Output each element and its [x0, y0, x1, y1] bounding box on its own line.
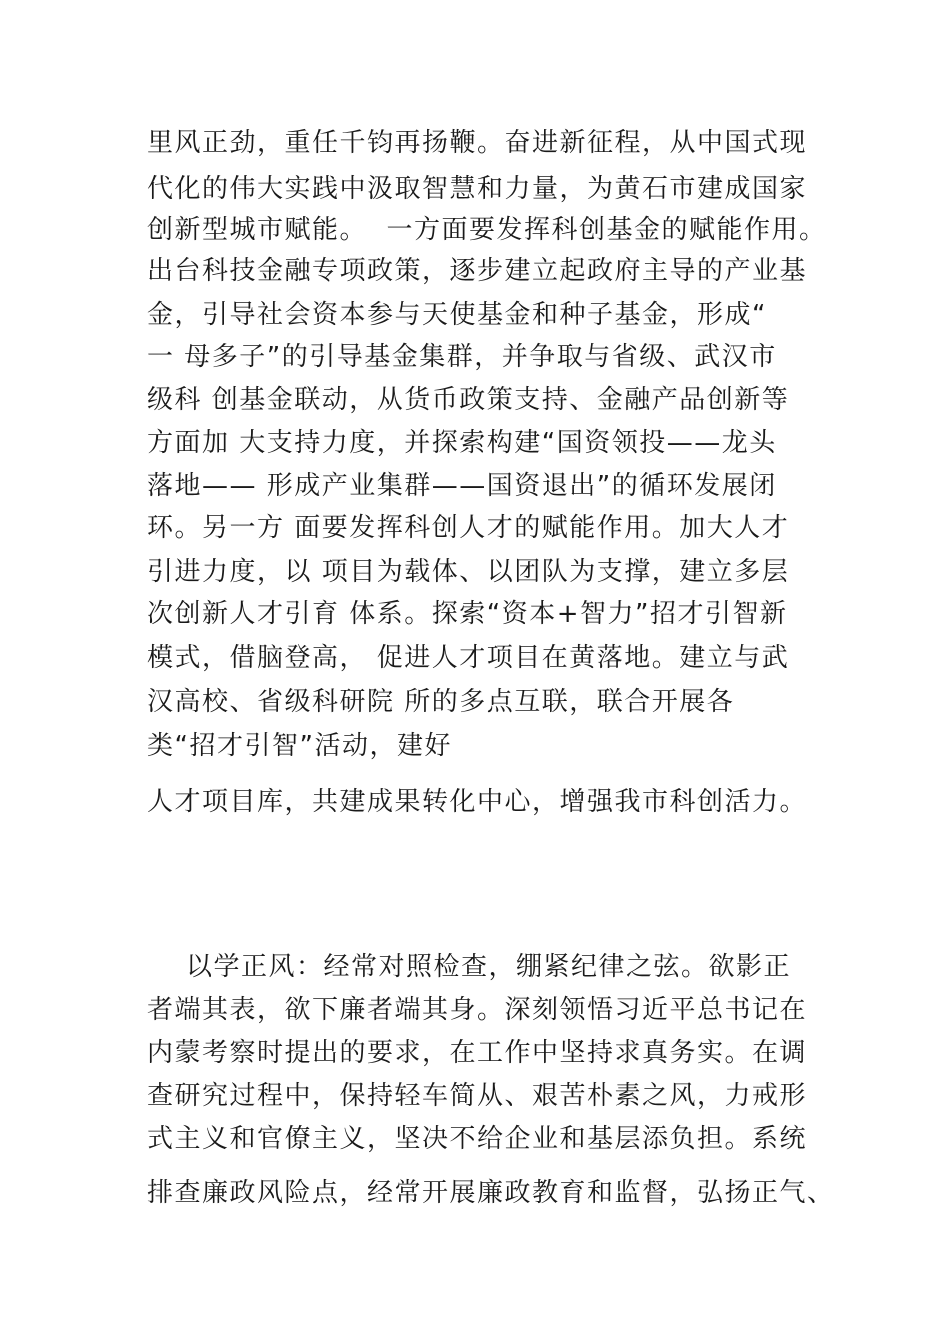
paragraph-1-line: 汉高校、省级科研院 所的多点互联，联合开展各	[147, 687, 735, 717]
paragraph-1-line: 环。另一方 面要发挥科创人才的赋能作用。加大人才	[147, 513, 790, 543]
paragraph-1-line: 一 母多子”的引导基金集群，并争取与省级、武汉市	[147, 342, 777, 372]
paragraph-1-tail: 人才项目库，共建成果转化中心，增强我市科创活力。	[147, 787, 808, 817]
paragraph-1-line: 金，引导社会资本参与天使基金和种子基金，形成“	[147, 300, 767, 330]
paragraph-1-line: 里风正劲，重任千钧再扬鞭。奋进新征程，从中国式现	[147, 128, 808, 158]
paragraph-1-line: 创新型城市赋能。 一方面要发挥科创基金的赋能作用。	[147, 215, 827, 245]
paragraph-1-line: 模式，借脑登高， 促进人才项目在黄落地。建立与武	[147, 643, 790, 673]
paragraph-1-line: 代化的伟大实践中汲取智慧和力量，为黄石市建成国家	[147, 174, 808, 204]
paragraph-1-line: 次创新人才引育 体系。探索“资本+智力”招才引智新	[147, 599, 788, 629]
paragraph-1-line: 落地—— 形成产业集群——国资退出”的循环发展闭	[147, 471, 777, 501]
paragraph-1-line: 类“招才引智”活动，建好	[147, 731, 452, 761]
paragraph-1-line: 引进力度，以 项目为载体、以团队为支撑，建立多层	[147, 557, 790, 587]
paragraph-2-line: 查研究过程中，保持轻车简从、艰苦朴素之风，力戒形	[147, 1081, 808, 1111]
paragraph-1-line: 方面加 大支持力度，并探索构建“国资领投——龙头	[147, 428, 777, 458]
paragraph-1-line: 级科 创基金联动，从货币政策支持、金融产品创新等	[147, 385, 790, 415]
paragraph-1-line: 出台科技金融专项政策，逐步建立起政府主导的产业基	[147, 256, 808, 286]
paragraph-2-line: 内蒙考察时提出的要求，在工作中坚持求真务实。在调	[147, 1038, 808, 1068]
paragraph-2-line: 排查廉政风险点，经常开展廉政教育和监督，弘扬正气、	[147, 1178, 835, 1208]
paragraph-2-line: 以学正风：经常对照检查，绷紧纪律之弦。欲影正	[147, 952, 792, 982]
paragraph-2-line: 者端其表，欲下廉者端其身。深刻领悟习近平总书记在	[147, 995, 808, 1025]
paragraph-2-line: 式主义和官僚主义，坚决不给企业和基层添负担。系统	[147, 1124, 808, 1154]
